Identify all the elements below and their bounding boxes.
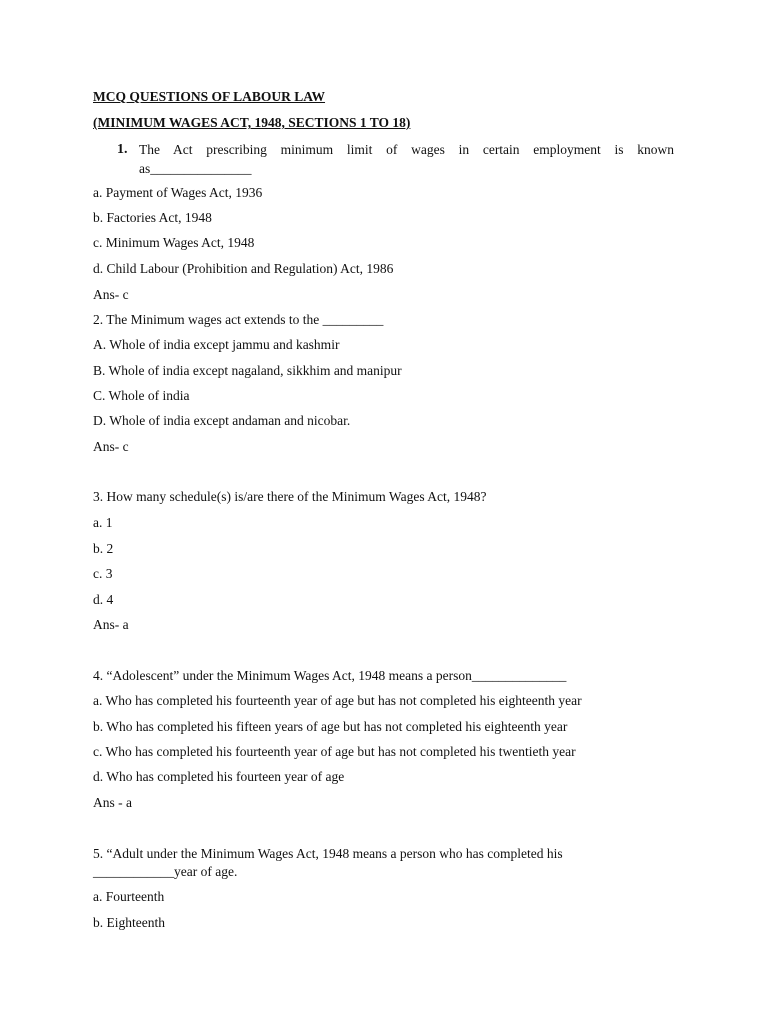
document-title: MCQ QUESTIONS OF LABOUR LAW	[93, 89, 326, 104]
question-2-answer: Ans- c	[93, 439, 129, 454]
question-4-option-b: b. Who has completed his fifteen years of age but has not completed his eighteenth year	[93, 719, 568, 734]
question-1-option-a: a. Payment of Wages Act, 1936	[93, 185, 263, 200]
question-2-option-d: D. Whole of india except andaman and nicobar.	[93, 413, 351, 428]
question-3-option-d: d. 4	[93, 592, 114, 607]
question-1-text: The Act prescribing minimum limit of wages in certain employment is known	[139, 142, 674, 157]
question-4-option-c: c. Who has completed his fourteenth year of age but has not completed his twentieth year	[93, 744, 576, 759]
question-2-option-a: A. Whole of india except jammu and kashmir	[93, 337, 340, 352]
question-4-option-a: a. Who has completed his fourteenth year of age but has not completed his eighteenth year	[93, 693, 582, 708]
question-5-text: 5. “Adult under the Minimum Wages Act, 1948 means a person who has completed his	[93, 846, 563, 861]
question-4-text: 4. “Adolescent” under the Minimum Wages Act, 1948 means a person______________	[93, 668, 567, 683]
question-4-option-d: d. Who has completed his fourteen year of age	[93, 769, 345, 784]
question-1-answer: Ans- c	[93, 287, 129, 302]
question-3-text: 3. How many schedule(s) is/are there of the Minimum Wages Act, 1948?	[93, 489, 487, 504]
question-4-answer: Ans - a	[93, 795, 132, 810]
question-1-option-c: c. Minimum Wages Act, 1948	[93, 235, 255, 250]
document-subtitle: (MINIMUM WAGES ACT, 1948, SECTIONS 1 TO 18)	[93, 115, 411, 130]
question-1-number: 1.	[117, 142, 128, 157]
question-1-option-b: b. Factories Act, 1948	[93, 210, 212, 225]
question-5-option-b: b. Eighteenth	[93, 915, 165, 930]
question-2-option-b: B. Whole of india except nagaland, sikkhim and manipur	[93, 363, 402, 378]
question-3-option-c: c. 3	[93, 566, 113, 581]
question-3-answer: Ans- a	[93, 617, 129, 632]
question-1-option-d: d. Child Labour (Prohibition and Regulation) Act, 1986	[93, 261, 394, 276]
question-2-option-c: C. Whole of india	[93, 388, 190, 403]
question-3-option-a: a. 1	[93, 515, 113, 530]
question-5-option-a: a. Fourteenth	[93, 889, 165, 904]
question-3-option-b: b. 2	[93, 541, 114, 556]
question-2-text: 2. The Minimum wages act extends to the _________	[93, 312, 384, 327]
question-1-continuation: as_______________	[139, 161, 252, 176]
question-5-continuation: ____________year of age.	[93, 864, 238, 879]
